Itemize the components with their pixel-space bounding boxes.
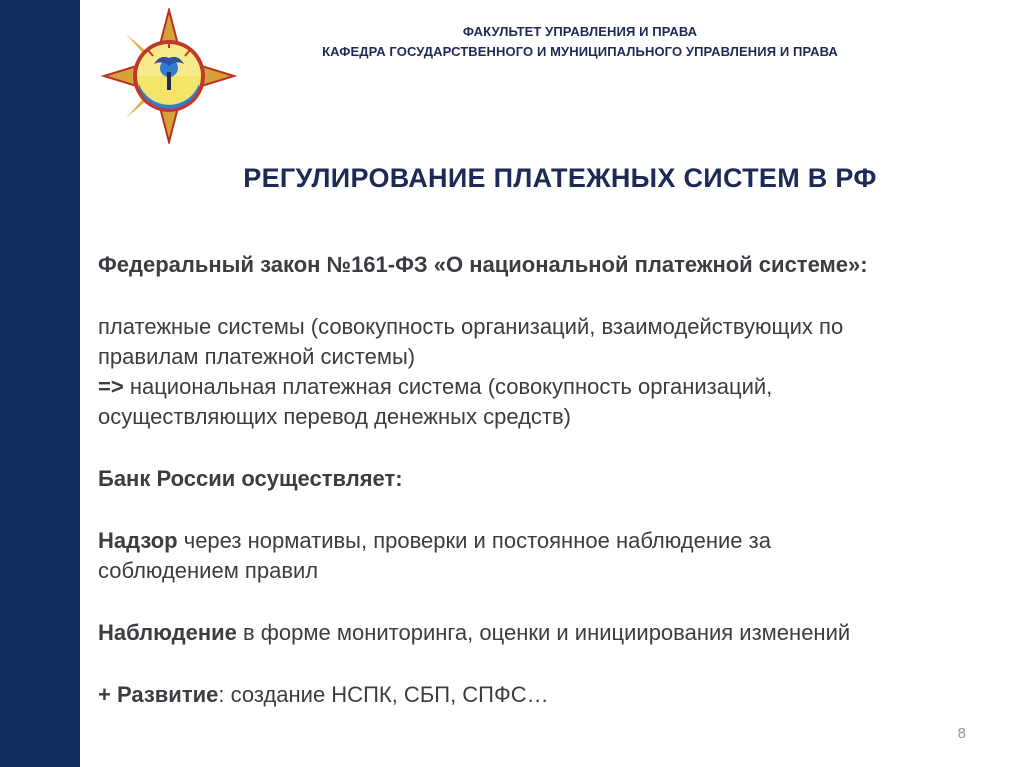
supervision-label: Надзор bbox=[98, 528, 178, 553]
university-emblem-icon bbox=[98, 8, 240, 144]
supervision-text: через нормативы, проверки и постоянное наблюдение за bbox=[177, 528, 771, 553]
development-line bbox=[98, 680, 998, 710]
faculty-name: ФАКУЛЬТЕТ УПРАВЛЕНИЯ И ПРАВА bbox=[462, 24, 698, 39]
bank-heading: Банк России осуществляет: bbox=[98, 466, 403, 491]
slide-body bbox=[98, 250, 998, 710]
national-system-line-2: осуществляющих перевод денежных средств) bbox=[98, 404, 572, 429]
national-system-text: национальная платежная система (совокупность организаций, bbox=[123, 374, 773, 399]
supervision-line-2: соблюдением правил bbox=[98, 558, 319, 583]
left-sidebar-band bbox=[0, 0, 80, 767]
arrow-symbol: => bbox=[98, 374, 124, 399]
development-label: + Развитие bbox=[98, 682, 219, 707]
national-system-line-1 bbox=[98, 372, 998, 402]
payment-systems-line-2: правилам платежной системы) bbox=[98, 344, 416, 369]
supervision-line-1 bbox=[98, 526, 998, 556]
development-text: : создание НСПК, СБП, СПФС… bbox=[218, 682, 549, 707]
page-number: 8 bbox=[957, 725, 966, 742]
department-name: КАФЕДРА ГОСУДАРСТВЕННОГО И МУНИЦИПАЛЬНОГО УПРАВЛЕНИЯ И ПРАВА bbox=[322, 44, 838, 59]
observation-label: Наблюдение bbox=[98, 620, 237, 645]
payment-systems-line-1: платежные системы (совокупность организаций, взаимодействующих по bbox=[98, 314, 844, 339]
faculty-header bbox=[260, 22, 900, 62]
slide-title: РЕГУЛИРОВАНИЕ ПЛАТЕЖНЫХ СИСТЕМ В РФ bbox=[243, 163, 877, 193]
law-heading: Федеральный закон №161-ФЗ «О национальной платежной системе»: bbox=[98, 252, 868, 277]
observation-text: в форме мониторинга, оценки и инициирования изменений bbox=[236, 620, 851, 645]
observation-line bbox=[98, 618, 998, 648]
